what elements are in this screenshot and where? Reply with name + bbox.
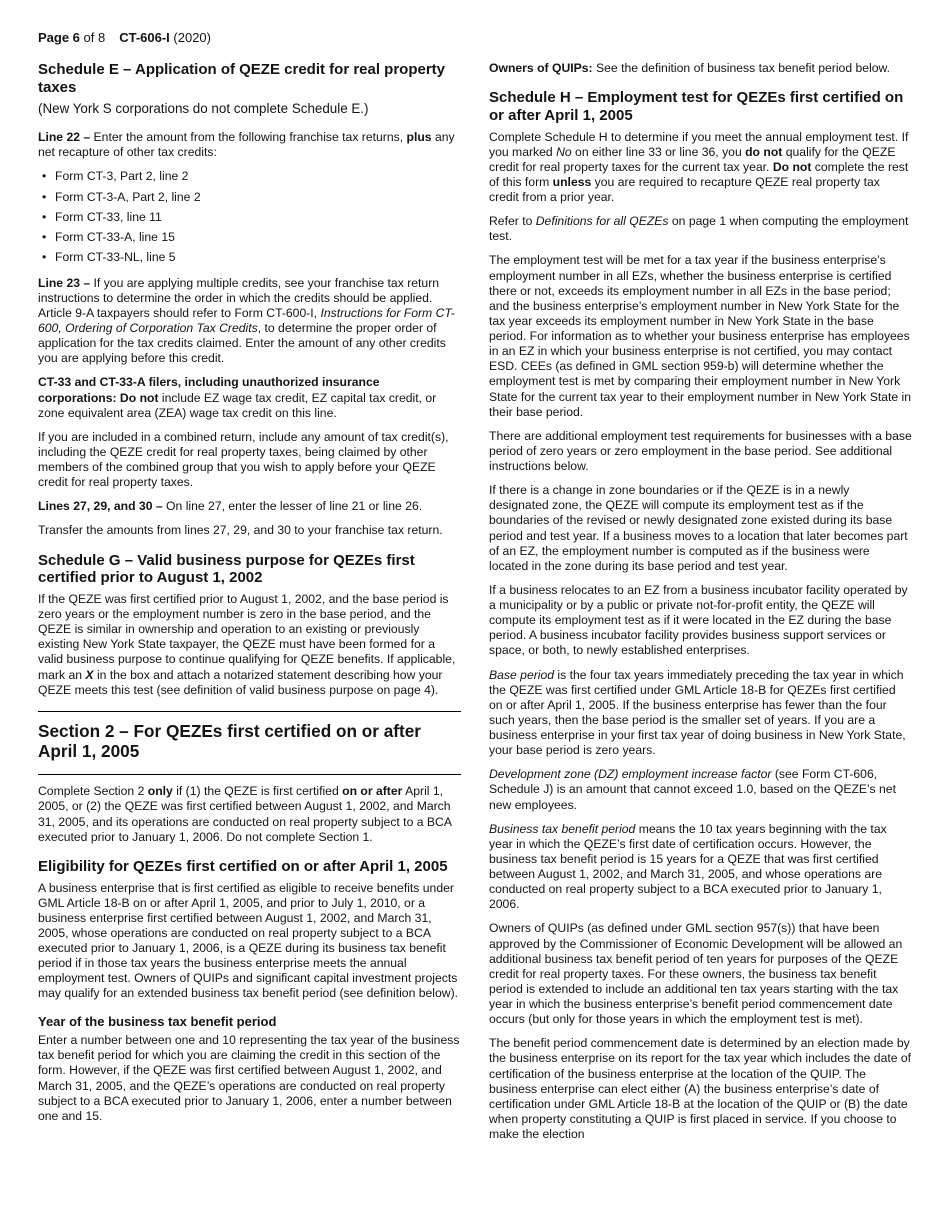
bullet-item: • Form CT-3, Part 2, line 2: [38, 169, 461, 184]
bold-text: Lines 27, 29, and 30 –: [38, 499, 167, 514]
paragraph: Development zone (DZ) employment increase factor (see Form CT-606, Schedule J) is an amount that cannot exceed 1.0, based on the QEZE’s net new employees.: [489, 767, 896, 812]
bold-text: unless: [552, 174, 592, 189]
italic-text: Base period: [489, 667, 555, 682]
italic-text: Definitions for all QEZEs: [535, 214, 669, 229]
italic-text: Business tax benefit period: [489, 821, 636, 836]
paragraph: Owners of QUIPs: See the definition of business tax benefit period below.: [489, 61, 891, 75]
form-id: CT-606-I: [119, 30, 170, 45]
paragraph: There are additional employment test requirements for businesses with a base period of zero years or zero employment in the base period. See additional instructions below.: [489, 428, 912, 473]
page-count: of 8: [79, 30, 106, 45]
bold-text: Line 23 –: [38, 275, 94, 290]
schedule-heading: Schedule H – Employment test for QEZEs first certified on or after April 1, 2005: [489, 89, 904, 124]
paragraph: Enter a number between one and 10 representing the tax year of the business tax benefit period for which you are claiming the credit in this section of the form. However, if the QEZE was first certified between August 1, 2002, and March 31, 2005, and the QEZE’s operations are conducted on real property subject to a BCA executed prior to January 1, 2006, enter a number between one and 15.: [38, 1033, 460, 1123]
paragraph: If you are included in a combined return, include any amount of tax credit(s), including the QEZE credit for real property taxes, being claimed by other members of the combined group that you wish to apply before your QEZE credit for real property taxes.: [38, 429, 449, 490]
paragraph: Transfer the amounts from lines 27, 29, and 30 to your franchise tax return.: [38, 523, 443, 538]
italic-text: No: [556, 144, 572, 159]
italic-text: Development zone (DZ) employment increase factor: [489, 767, 772, 782]
paragraph: If the QEZE was first certified prior to August 1, 2002, and the base period is zero years or the employment number is zero in the base period, and the QEZE is similar in ownership and operation to an existing or previously existing New York State taxpayer, the QEZE must have been formed for a valid business purpose to continue qualifying for QEZE benefits. If applicable, mark an X in the box and attach a notarized statement describing how your QEZE meets this test (see definition of valid business purpose on page 4).: [38, 591, 456, 697]
italic-text: Instructions for Form CT-600, Ordering of Corporation Tax Credits: [38, 305, 455, 335]
paragraph: Complete Section 2 only if (1) the QEZE is first certified on or after April 1, 2005, or (2) the QEZE was first certified between August 1, 2002, and March 31, 2005, and its operations are conducted on real property subject to a BCA executed prior to January 1, 2006. Do not complete Section 1.: [38, 784, 452, 844]
bold-text: CT-33 and CT-33-A filers, including unauthorized insurance corporations: Do not: [38, 375, 380, 405]
bullet-list: [38, 169, 461, 265]
paragraph: Complete Schedule H to determine if you meet the annual employment test. If you marked No on either line 33 or line 36, you do not qualify for the QEZE credit for real property taxes for the current tax year. Do not complete the rest of this form unless you are required to recapture QEZE real property tax credit from a prior year.: [489, 129, 909, 204]
section-heading: Section 2 – For QEZEs first certified on or after April 1, 2005: [38, 720, 421, 762]
form-year: (2020): [169, 30, 211, 45]
bold-italic-text: X: [85, 667, 94, 682]
bold-text: only: [147, 784, 173, 799]
paragraph: CT-33 and CT-33-A filers, including unauthorized insurance corporations: Do not include EZ wage tax credit, EZ capital tax credit, or zone equivalent area (ZEA) wage tax credit on this line.: [38, 375, 437, 420]
paragraph: Lines 27, 29, and 30 – On line 27, enter the lesser of line 21 or line 26.: [38, 499, 423, 514]
paragraph: The employment test will be met for a tax year if the business enterprise’s employment number in all EZs, whether the business enterprise is certified there or not, exceeds its employment number in all EZs in the base period; and the business enterprise’s employment number in New York State for the tax year exceeds its employment number in New York State in the base period. For information as to whether your business enterprise has employees in an EZ in which your business enterprise is not certified, you may contact ESD. CEEs (as defined in GML section 959-b) will determine whether the employment test is met by comparing their employment number in New York State for the current tax year to their employment number in New York State in their base period.: [489, 253, 912, 419]
page-header: [38, 30, 912, 45]
paragraph: A business enterprise that is first certified as eligible to receive benefits under GML Article 18-B on or after April 1, 2005, and prior to July 1, 2010, or a business enterprise first certified between August 1, 2002, and March 31, 2005, whose operations are conducted on real property subject to a BCA executed prior to January 1, 2006, is a QEZE during its business tax benefit period if in those tax years the business enterprise meets the annual employment test. Owners of QUIPs and significant capital investment projects may qualify for an extended business tax benefit period (see definition below).: [38, 880, 459, 1001]
schedule-heading: Eligibility for QEZEs first certified on or after April 1, 2005: [38, 857, 448, 875]
bold-text: Do not: [772, 159, 812, 174]
paragraph: Refer to Definitions for all QEZEs on page 1 when computing the employment test.: [489, 214, 909, 244]
note-paragraph: (New York S corporations do not complete Schedule E.): [38, 101, 369, 117]
schedule-heading: Schedule G – Valid business purpose for QEZEs first certified prior to August 1, 2002: [38, 551, 415, 587]
bullet-item: • Form CT-33, line 11: [38, 210, 461, 225]
paragraph: Base period is the four tax years immediately preceding the tax year in which the QEZE was first certified under GML Article 18-B for QEZEs first certified on or after April 1, 2005. If the business enterprise has fewer than the four such years, then the base period is the smaller set of years. If you are a business enterprise in your first tax year of doing business in New York State, your base period is zero years.: [489, 667, 906, 758]
paragraph: If there is a change in zone boundaries or if the QEZE is in a newly designated zone, the QEZE will compute its employment test as if the boundaries of the revised or newly designated zone existed during its base period and test year. If a business moves to a location that later becomes part of an EZ, the employment number is computed as if the business were located in the zone during its base period and test year.: [489, 483, 908, 573]
page-number: Page 6: [38, 30, 80, 45]
bold-text: Line 22 –: [38, 130, 94, 145]
right-column: [489, 61, 912, 1151]
paragraph: If a business relocates to an EZ from a business incubator facility operated by a municipality or by a public or private not-for-profit entity, the QEZE will compute its employment test as if it were located in the EZ during the base period. A business incubator facility provides business support services or space, or both, to newly established enterprises.: [489, 582, 908, 658]
schedule-heading: Schedule E – Application of QEZE credit for real property taxes: [38, 61, 446, 96]
paragraph: Line 23 – If you are applying multiple credits, see your franchise tax return instructions to determine the order in which the credits should be applied. Article 9-A taxpayers should refer to Form CT-600-I, Instructions for Form CT-600, Ordering of Corporation Tax Credits, to determine the proper order of application for the tax credits claimed. Enter the amount of any other credits you are applying before this credit.: [38, 275, 455, 366]
bold-text: plus: [406, 130, 432, 145]
left-column: [38, 61, 461, 1133]
bold-text: on or after: [342, 784, 403, 799]
section-divider: [38, 774, 461, 775]
bullet-item: • Form CT-33-A, line 15: [38, 230, 461, 245]
two-column-layout: [38, 61, 912, 1151]
paragraph: Line 22 – Enter the amount from the following franchise tax returns, plus any net recapture of other tax credits:: [38, 130, 455, 160]
bold-text: do not: [745, 144, 783, 159]
bullet-item: • Form CT-3-A, Part 2, line 2: [38, 190, 461, 205]
bold-text: Owners of QUIPs:: [489, 61, 596, 75]
bullet-item: • Form CT-33-NL, line 5: [38, 250, 461, 265]
paragraph: Business tax benefit period means the 10 tax years beginning with the tax year in which the QEZE’s first date of certification occurs. However, the business tax benefit period is 15 years for a QEZE that was first certified between August 1, 2002, and March 31, 2005, and whose operations are conducted on real property subject to a BCA executed prior to January 1, 2006.: [489, 821, 887, 912]
sub-heading: Year of the business tax benefit period: [38, 1013, 277, 1029]
section-divider: [38, 711, 461, 712]
paragraph: The benefit period commencement date is determined by an election made by the business enterprise on its report for the tax year which includes the date of certification of the business enterprise at the location of the QUIP. The business enterprise can elect either (A) the business enterprise’s date of certification under GML Article 18-B at the location of the QUIP or (B) the date when property constituting a QUIP is first placed in service. If you choose to make the election: [489, 1036, 912, 1141]
paragraph: Owners of QUIPs (as defined under GML section 957(s)) that have been approved by the Commissioner of Economic Development will be allowed an additional business tax benefit period of ten years for purposes of the QEZE credit for real property taxes. For these owners, the business tax benefit period is extended to include an additional ten tax years starting with the tax year in which the business enterprise’s benefit period commencement date occurs (but only for those years in which the employment test is met).: [489, 921, 903, 1027]
